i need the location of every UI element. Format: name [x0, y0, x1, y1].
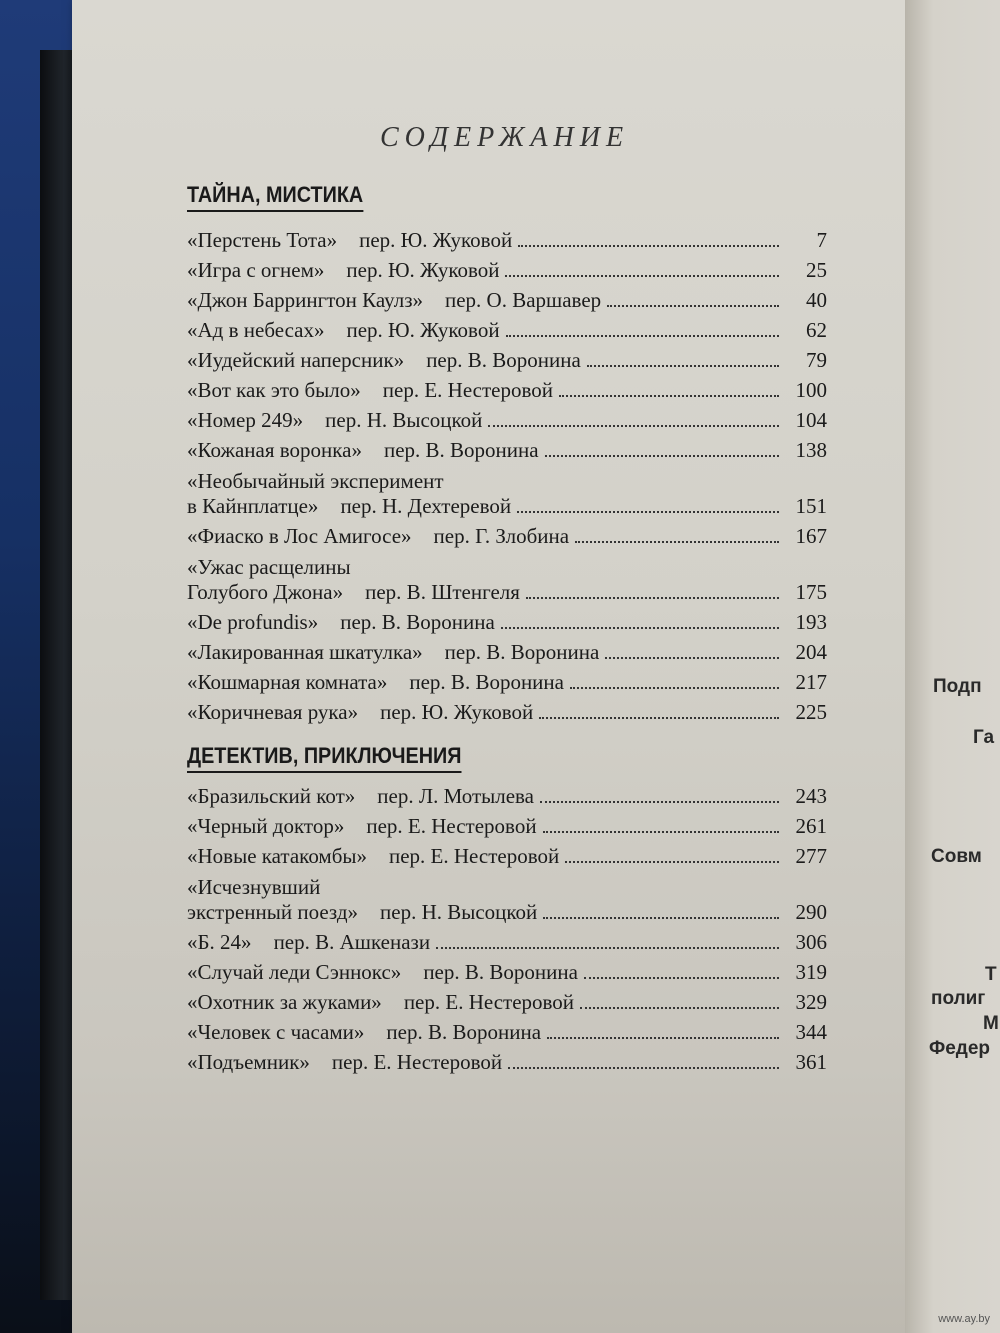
- dot-leader: [505, 274, 779, 277]
- toc-entry: [187, 519, 827, 549]
- entry-translator: пер. Е. Нестеровой: [366, 814, 537, 838]
- dot-leader: [517, 510, 779, 513]
- entry-translator: пер. В. Воронина: [383, 438, 539, 462]
- toc-entry: [187, 869, 827, 925]
- entry-page: 100: [795, 378, 827, 402]
- entry-translator: пер. Ю. Жуковой: [346, 258, 500, 282]
- entry-title: «Кожаная воронка»: [187, 438, 362, 462]
- entry-translator: пер. Е. Нестеровой: [403, 990, 575, 1014]
- entry-translator: пер. Е. Нестеровой: [389, 844, 560, 868]
- entry-title: «Охотник за жуками»: [187, 990, 382, 1014]
- adjacent-fragment: Га: [973, 727, 995, 748]
- toc-entry: [187, 779, 827, 809]
- entry-title: «Игра с огнем»: [187, 258, 325, 282]
- entry-page: 25: [806, 258, 827, 282]
- toc-entry: [187, 433, 827, 463]
- entry-title: «Новые катакомбы»: [187, 844, 367, 868]
- adjacent-fragment: Совм: [931, 846, 982, 867]
- dot-leader: [508, 1066, 779, 1069]
- entry-translator: пер. В. Воронина: [423, 960, 578, 984]
- entry-translator: пер. Ю. Жуковой: [359, 228, 513, 252]
- dot-leader: [565, 860, 779, 863]
- entry-page: 277: [795, 844, 827, 868]
- toc-entry: [187, 635, 827, 665]
- dot-leader: [584, 976, 779, 979]
- dot-leader: [607, 304, 779, 307]
- entry-translator: пер. В. Штенгеля: [365, 580, 520, 604]
- entry-title: «Вот как это было»: [187, 378, 361, 402]
- toc-entry: [187, 343, 827, 373]
- toc-entry: [187, 373, 827, 403]
- adjacent-fragment: полиг: [931, 988, 986, 1009]
- entry-translator: пер. В. Воронина: [340, 610, 495, 634]
- toc-entry: [187, 665, 827, 695]
- adjacent-page: [905, 0, 1000, 1333]
- entry-page: 62: [806, 318, 827, 342]
- entry-page: 329: [795, 990, 827, 1014]
- toc-entry: [187, 283, 827, 313]
- adjacent-fragment: М: [983, 1013, 999, 1034]
- entry-title: «Номер 249»: [187, 408, 304, 432]
- entry-title: «Черный доктор»: [187, 814, 345, 838]
- entry-page: 104: [795, 408, 827, 432]
- dot-leader: [559, 394, 779, 397]
- entry-page: 79: [806, 348, 827, 372]
- entry-page: 151: [795, 494, 827, 518]
- entry-title: экстренный поезд»: [187, 900, 359, 924]
- entry-title: «Бразильский кот»: [187, 784, 356, 808]
- dot-leader: [436, 946, 779, 949]
- entry-title: «Лакированная шкатулка»: [187, 640, 423, 664]
- entry-translator: пер. В. Ашкенази: [273, 930, 431, 954]
- entry-title: «Случай леди Сэннокс»: [187, 960, 402, 984]
- entry-title: Голубого Джона»: [187, 580, 344, 604]
- dot-leader: [543, 916, 779, 919]
- entry-page: 167: [795, 524, 827, 548]
- entry-title: в Кайнплатце»: [187, 494, 319, 518]
- entry-translator: пер. В. Воронина: [426, 348, 581, 372]
- entry-page: 344: [795, 1020, 827, 1044]
- entry-page: 193: [795, 610, 827, 634]
- toc-entry: [187, 695, 827, 725]
- entry-page: 243: [795, 784, 827, 808]
- dot-leader: [501, 626, 779, 629]
- toc-entry: [187, 955, 827, 985]
- entry-title-line1: «Исчезнувший: [187, 875, 321, 899]
- toc-entry: [187, 253, 827, 283]
- toc-section-detective: [187, 779, 827, 1075]
- toc-entry: [187, 1015, 827, 1045]
- entry-translator: пер. Ю. Жуковой: [380, 700, 534, 724]
- entry-title: «Коричневая рука»: [187, 700, 359, 724]
- entry-title-line1: «Ужас расщелины: [187, 555, 351, 579]
- dot-leader: [540, 800, 779, 803]
- entry-translator: пер. Л. Мотылева: [377, 784, 534, 808]
- toc-entry: [187, 549, 827, 605]
- entry-page: 204: [795, 640, 827, 664]
- toc-entry: [187, 925, 827, 955]
- dot-leader: [570, 686, 779, 689]
- entry-title: «Кошмарная комната»: [187, 670, 388, 694]
- watermark: www.ay.by: [938, 1313, 990, 1325]
- dot-leader: [506, 334, 779, 337]
- entry-page: 261: [795, 814, 827, 838]
- toc-entry: [187, 223, 827, 253]
- entry-translator: пер. Г. Злобина: [433, 524, 570, 548]
- entry-page: 290: [795, 900, 827, 924]
- dot-leader: [575, 540, 779, 543]
- entry-title: «Б. 24»: [187, 930, 252, 954]
- toc-entry: [187, 463, 827, 519]
- dot-leader: [543, 830, 779, 833]
- entry-title: «De profundis»: [187, 610, 319, 634]
- entry-translator: пер. В. Воронина: [444, 640, 600, 664]
- entry-translator: пер. Ю. Жуковой: [346, 318, 500, 342]
- dot-leader: [547, 1036, 779, 1039]
- entry-translator: пер. В. Воронина: [386, 1020, 542, 1044]
- toc-entry: [187, 985, 827, 1015]
- dot-leader: [526, 596, 779, 599]
- toc-section-mystery: [187, 223, 827, 725]
- entry-page: 217: [795, 670, 827, 694]
- adjacent-fragment: Подп: [933, 676, 982, 697]
- entry-title: «Фиаско в Лос Амигосе»: [187, 524, 412, 548]
- dot-leader: [518, 244, 779, 247]
- entry-page: 319: [795, 960, 827, 984]
- entry-title: «Иудейский наперсник»: [187, 348, 405, 372]
- entry-title: «Человек с часами»: [187, 1020, 365, 1044]
- adjacent-fragment: Федер: [929, 1038, 991, 1059]
- entry-page: 40: [806, 288, 827, 312]
- toc-entry: [187, 809, 827, 839]
- dot-leader: [605, 656, 779, 659]
- entry-title: «Джон Баррингтон Каулз»: [187, 288, 423, 312]
- entry-page: 361: [795, 1050, 827, 1074]
- dot-leader: [587, 364, 779, 367]
- entry-title: «Подъемник»: [187, 1050, 310, 1074]
- entry-page: 175: [795, 580, 827, 604]
- toc-entry: [187, 839, 827, 869]
- toc-entry: [187, 403, 827, 433]
- toc-entry: [187, 1045, 827, 1075]
- entry-page: 7: [816, 228, 827, 252]
- section-heading: ТАЙНА, МИСТИКА: [187, 182, 363, 212]
- toc-entry: [187, 313, 827, 343]
- dot-leader: [539, 716, 779, 719]
- section-heading: ДЕТЕКТИВ, ПРИКЛЮЧЕНИЯ: [187, 743, 462, 773]
- entry-translator: пер. Н. Высоцкой: [325, 408, 483, 432]
- entry-title: «Ад в небесах»: [187, 318, 325, 342]
- entry-page: 306: [795, 930, 827, 954]
- dot-leader: [580, 1006, 779, 1009]
- entry-page: 225: [795, 700, 827, 724]
- entry-translator: пер. Н. Высоцкой: [380, 900, 538, 924]
- entry-page: 138: [795, 438, 827, 462]
- entry-translator: пер. Н. Дехтеревой: [340, 494, 512, 518]
- entry-translator: пер. Е. Нестеровой: [331, 1050, 503, 1074]
- toc-entry: [187, 605, 827, 635]
- adjacent-fragment: Т: [985, 964, 997, 985]
- entry-translator: пер. В. Воронина: [409, 670, 564, 694]
- toc-title: СОДЕРЖАНИЕ: [380, 122, 630, 153]
- dot-leader: [545, 454, 779, 457]
- dot-leader: [488, 424, 779, 427]
- entry-translator: пер. Е. Нестеровой: [382, 378, 553, 402]
- entry-title-line1: «Необычайный эксперимент: [187, 469, 444, 493]
- entry-title: «Перстень Тота»: [187, 228, 338, 252]
- entry-translator: пер. О. Варшавер: [445, 288, 602, 312]
